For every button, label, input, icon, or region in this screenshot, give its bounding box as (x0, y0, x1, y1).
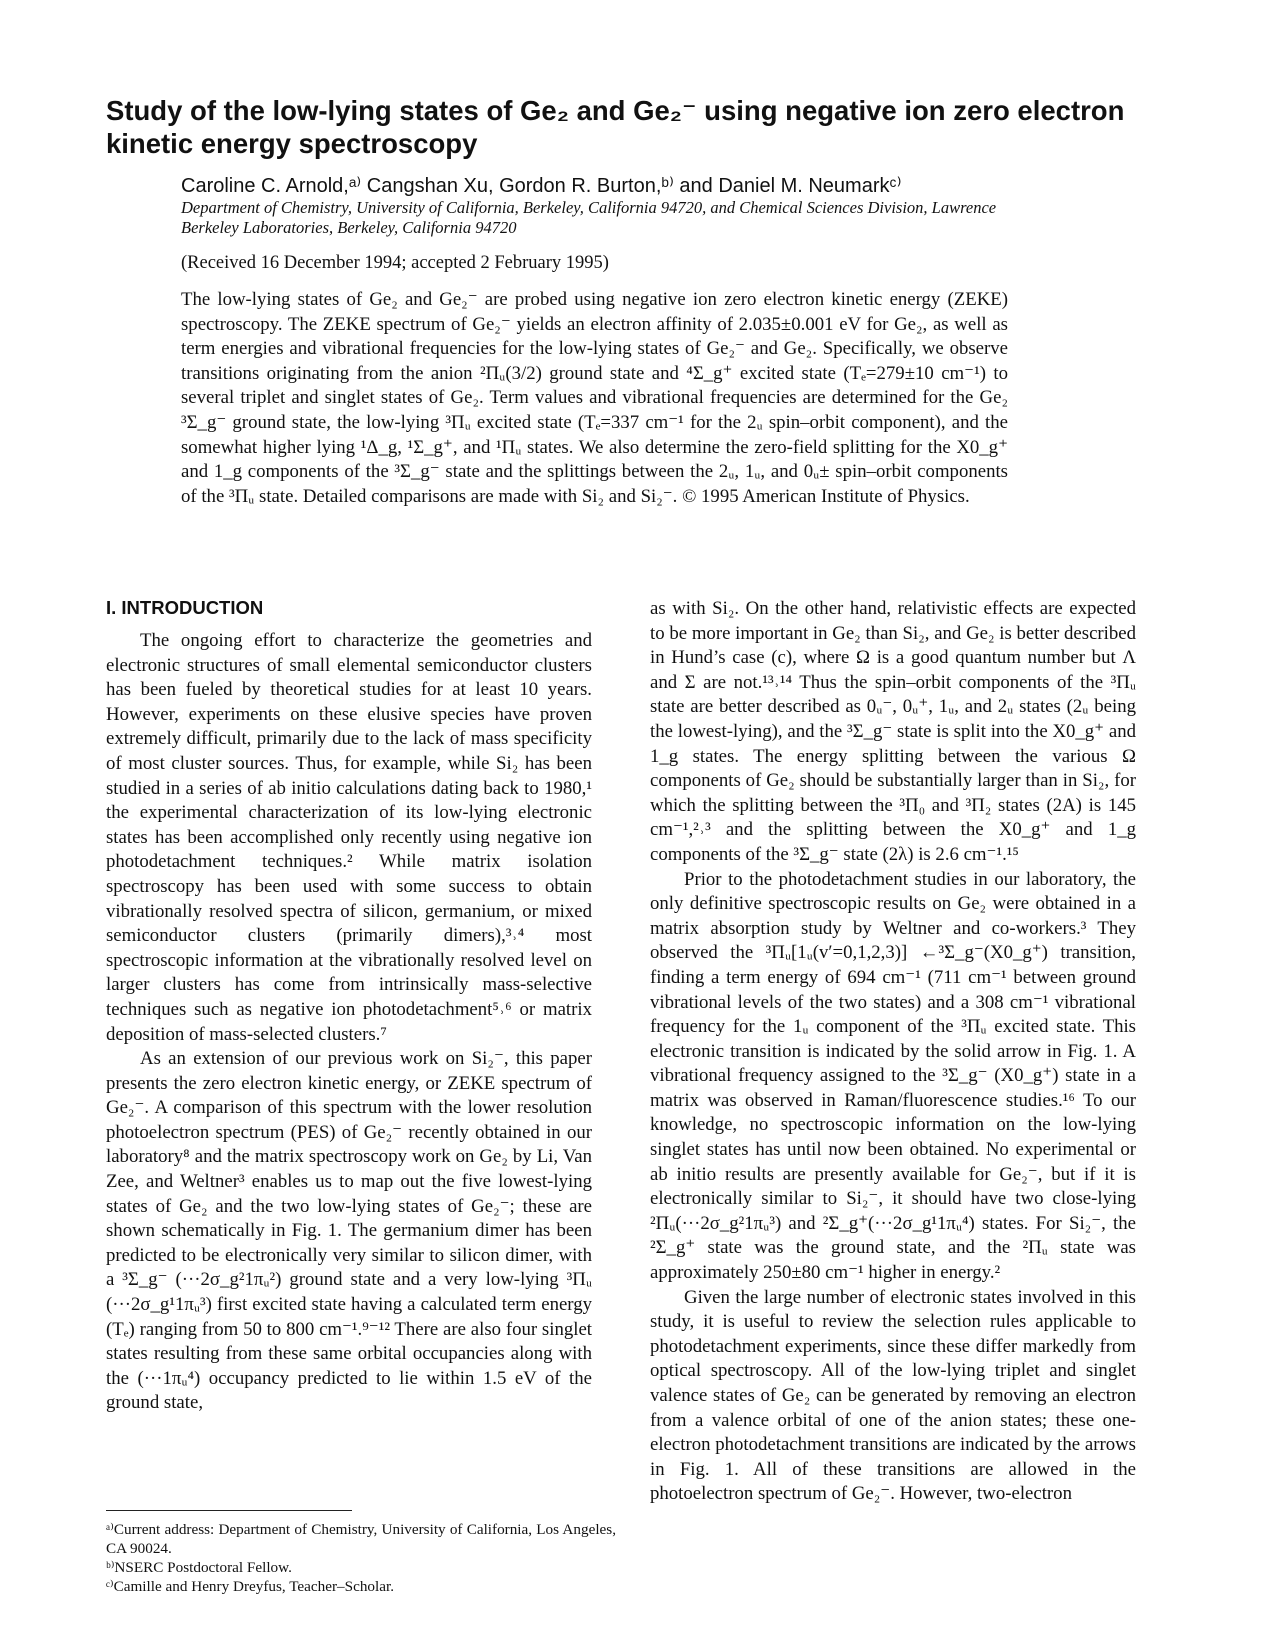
footnote: ᵃ⁾Current address: Department of Chemistry, University of California, Los Angeles, CA 90024. (106, 1521, 616, 1557)
section-heading: I. INTRODUCTION (106, 597, 264, 618)
abstract: The low-lying states of Ge₂ and Ge₂⁻ are probed using negative ion zero electron kinetic energy (ZEKE) spectroscopy. The ZEKE spectrum of Ge₂⁻ yields an electron affinity of 2.035±0.001 eV for Ge₂, as well as term energies and vibrational frequencies for the low-lying states of Ge₂⁻ and Ge₂. Specifically, we observe transitions originating from the anion ²Πᵤ(3/2) ground state and ⁴Σ_g⁺ excited state (Tₑ=279±10 cm⁻¹) to several triplet and singlet states of Ge₂. Term values and vibrational frequencies are determined for the Ge₂ ³Σ_g⁻ ground state, the low-lying ³Πᵤ excited state (Tₑ=337 cm⁻¹ for the 2ᵤ spin–orbit component), and the somewhat higher lying ¹Δ_g, ¹Σ_g⁺, and ¹Πᵤ states. We also determine the zero-field splitting for the X0_g⁺ and 1_g components of the ³Σ_g⁻ state and the splittings between the 2ᵤ, 1ᵤ, and 0ᵤ± spin–orbit components of the ³Πᵤ state. Detailed comparisons are made with Si₂ and Si₂⁻. © 1995 American Institute of Physics. (181, 289, 1008, 507)
footnote: ᵇ⁾NSERC Postdoctoral Fellow. (106, 1559, 292, 1576)
paragraph: Given the large number of electronic states involved in this study, it is useful to review the selection rules applicable to photodetachment experiments, since these differ markedly from optical spectroscopy. All of the low-lying triplet and singlet valence states of Ge₂ can be generated by removing an electron from a valence orbital of one of the anion states; these one-electron photodetachment transitions are indicated by the arrows in Fig. 1. All of these transitions are allowed in the photoelectron spectrum of Ge₂⁻. However, two-electron (650, 1286, 1136, 1505)
affiliation: Department of Chemistry, University of California, Berkeley, California 94720, and Chemical Sciences Division, Lawrence Berkeley Laboratories, Berkeley, California 94720 (181, 198, 997, 237)
left-column (106, 597, 592, 1416)
footnote: ᶜ⁾Camille and Henry Dreyfus, Teacher–Scholar. (106, 1578, 394, 1595)
paper-title: Study of the low-lying states of Ge₂ and Ge₂⁻ using negative ion zero electron kinetic energy spectroscopy (106, 95, 1125, 159)
footnotes (106, 1520, 616, 1596)
footnote-divider (106, 1510, 352, 1511)
paragraph: The ongoing effort to characterize the geometries and electronic structures of small elemental semiconductor clusters has been fueled by theoretical studies for at least 10 years. However, experiments on these elusive species have proven extremely difficult, primarily due to the lack of mass specificity of most cluster sources. Thus, for example, while Si₂ has been studied in a series of ab initio calculations dating back to 1980,¹ the experimental characterization of its low-lying electronic states has been accomplished only recently using negative ion photodetachment techniques.² While matrix isolation spectroscopy has been used with some success to obtain vibrationally resolved spectra of silicon, germanium, or mixed semiconductor clusters (primarily dimers),³˒⁴ most spectroscopic information at the vibrationally resolved level on larger clusters has come from intrinsically mass-selective techniques such as negative ion photodetachment⁵˒⁶ or matrix deposition of mass-selected clusters.⁷ (106, 630, 592, 1045)
paragraph: Prior to the photodetachment studies in our laboratory, the only definitive spectroscopic results on Ge₂ were obtained in a matrix absorption study by Weltner and co-workers.³ They observed the ³Πᵤ[1ᵤ(v′=0,1,2,3)] ←³Σ_g⁻(X0_g⁺) transition, finding a term energy of 694 cm⁻¹ (711 cm⁻¹ between ground vibrational levels of the two states) and a 308 cm⁻¹ vibrational frequency for the 1ᵤ component of the ³Πᵤ excited state. This electronic transition is indicated by the solid arrow in Fig. 1. A vibrational frequency assigned to the ³Σ_g⁻ (X0_g⁺) state in a matrix was observed in Raman/fluorescence studies.¹⁶ To our knowledge, no spectroscopic information on the low-lying singlet states has until now been obtained. No experimental or ab initio results are presently available for Ge₂⁻, but if it is electronically similar to Si₂⁻, it should have two close-lying ²Πᵤ(···2σ_g²1πᵤ³) and ²Σ_g⁺(···2σ_g¹1πᵤ⁴) states. For Si₂⁻, the ²Σ_g⁺ state was the ground state, and the ²Πᵤ state was approximately 250±80 cm⁻¹ higher in energy.² (650, 868, 1136, 1284)
right-column (650, 597, 1136, 1507)
paragraph: as with Si₂. On the other hand, relativistic effects are expected to be more important in Ge₂ than Si₂, and Ge₂ is better described in Hund’s case (c), where Ω is a good quantum number but Λ and Σ are not.¹³˒¹⁴ Thus the spin–orbit components of the ³Πᵤ state are better described as 0ᵤ⁻, 0ᵤ⁺, 1ᵤ, and 2ᵤ states (2ᵤ being the lowest-lying), and the ³Σ_g⁻ state is split into the X0_g⁺ and 1_g states. The energy splitting between the various Ω components of Ge₂ should be substantially larger than in Si₂, for which the splitting between the ³Π₀ and ³Π₂ states (2A) is 145 cm⁻¹,²˒³ and the splitting between the X0_g⁺ and 1_g components of the ³Σ_g⁻ state (2λ) is 2.6 cm⁻¹.¹⁵ (650, 598, 1136, 865)
author-list: Caroline C. Arnold,ᵃ⁾ Cangshan Xu, Gordon R. Burton,ᵇ⁾ and Daniel M. Neumarkᶜ⁾ (181, 175, 902, 197)
paragraph: As an extension of our previous work on Si₂⁻, this paper presents the zero electron kinetic energy, or ZEKE spectrum of Ge₂⁻. A comparison of this spectrum with the lower resolution photoelectron spectrum (PES) of Ge₂⁻ recently obtained in our laboratory⁸ and the matrix spectroscopy work on Ge₂ by Li, Van Zee, and Weltner³ enables us to map out the five lowest-lying states of Ge₂ and the two low-lying states of Ge₂⁻; these are shown schematically in Fig. 1. The germanium dimer has been predicted to be electronically very similar to silicon dimer, with a ³Σ_g⁻ (···2σ_g²1πᵤ²) ground state and a very low-lying ³Πᵤ (···2σ_g¹1πᵤ³) first excited state having a calculated term energy (Tₑ) ranging from 50 to 800 cm⁻¹.⁹⁻¹² There are also four singlet states resulting from these same orbital occupancies along with the (···1πᵤ⁴) occupancy predicted to lie within 1.5 eV of the ground state, (106, 1048, 592, 1414)
received-date: (Received 16 December 1994; accepted 2 February 1995) (181, 253, 609, 273)
